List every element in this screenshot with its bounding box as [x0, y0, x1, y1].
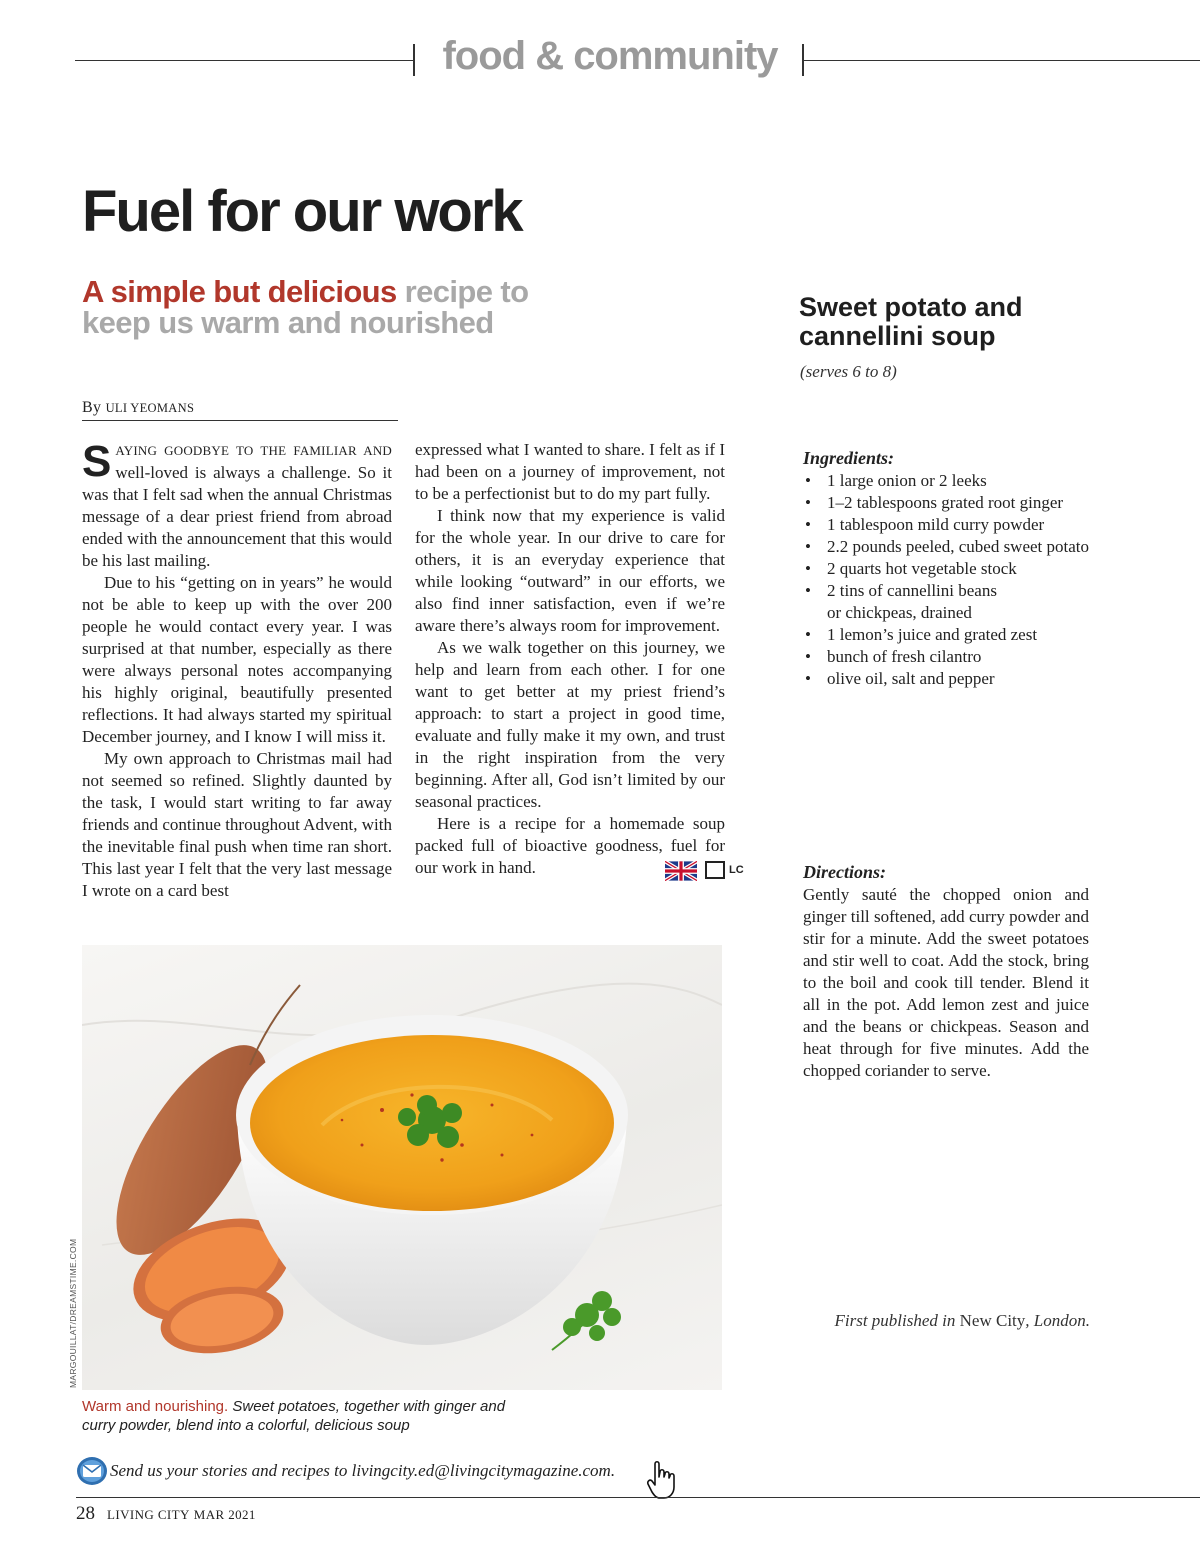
end-marks	[665, 861, 744, 881]
article-title: Fuel for our work	[82, 179, 522, 244]
published-in: First published in	[834, 1311, 956, 1330]
paragraph	[82, 439, 392, 572]
ingredient-item-continued: or chickpeas, drained	[827, 603, 972, 622]
paragraph-text: well-loved is always a challenge. So it was that I felt sad when the annual Christmas message of a dear priest friend from abroad ended with the announcement that this would be his last mailing.	[82, 463, 392, 570]
paragraph: Due to his “getting on in years” he would not be able to keep up with the over 200 people he would contact every year. I was surprised at that number, especially as there were always personal notes accompanying his highly original, beautifully presented reflections. It had always started my spiritual December journey, and I know I will miss it.	[82, 573, 392, 746]
byline-prefix: By	[82, 399, 102, 416]
header-rule-left	[75, 60, 414, 61]
paragraph: expressed what I wanted to share. I felt as if I had been on a journey of improvement, not to be a perfectionist but to do my part fully.	[415, 440, 725, 503]
issue-date: MAR 2021	[193, 1507, 256, 1522]
paragraph-text: Here is a recipe for a homemade soup packed full of bioactive goodness, fuel for our work in hand.	[415, 814, 725, 877]
ingredient-item: • bunch of fresh cilantro	[803, 646, 1143, 668]
uk-flag-icon	[665, 861, 697, 881]
paragraph: As we walk together on this journey, we help and learn from each other. I for one want to get better at my priest friend’s approach: to start a project in good time, evaluate and fully make it my own, and trust in the right inspiration from the very beginning. After all, God isn’t limited by our seasonal practices.	[415, 638, 725, 811]
paragraph: My own approach to Christmas mail had not seemed so refined. Slightly daunted by the task, I would start writing to far away friends and continue throughout Advent, with the inevitable final push when time ran short. This last year I felt that the very last message I wrote on a card best	[82, 749, 392, 900]
paragraph: I think now that my experience is valid for the whole year. In our drive to care for others, it is an everyday experience that while looking “outward” in our efforts, we also find inner satisfaction, even if we’re aware there’s always room for improvement.	[415, 506, 725, 635]
publication-city: , London.	[1025, 1311, 1090, 1330]
mail-icon[interactable]	[76, 1456, 108, 1486]
submission-note	[76, 1456, 615, 1486]
page-folio	[76, 1503, 256, 1525]
photo-caption	[82, 1397, 542, 1435]
directions-text: Gently sauté the chopped onion and ginger till softened, add curry powder and stir for a minute. Add the sweet potatoes and stir well to coat. Add the stock, bring to the boil and cook till tender. Blend it all in the pot. Add lemon zest and juice and the beans or chickpeas. Season and heat through for five minutes. Add the chopped coriander to serve.	[803, 885, 1089, 1080]
ingredient-item: • 1–2 tablespoons grated root ginger	[803, 492, 1143, 514]
soup-photo	[82, 945, 722, 1390]
page-number: 28	[76, 1503, 95, 1524]
ingredient-item: • 1 lemon’s juice and grated zest	[803, 624, 1143, 646]
ingredient-item: • 1 large onion or 2 leeks	[803, 470, 1143, 492]
ingredient-item: • 2 quarts hot vegetable stock	[803, 558, 1143, 580]
ingredient-item: • 1 tablespoon mild curry powder	[803, 514, 1143, 536]
submission-email-text[interactable]: Send us your stories and recipes to livingcity.ed@livingcitymagazine.com.	[110, 1461, 616, 1480]
recipe-title: Sweet potato and cannellini soup	[799, 292, 1023, 351]
byline-name: ULI YEOMANS	[105, 401, 195, 415]
article-column-1	[82, 439, 392, 902]
article-column-2	[415, 439, 744, 881]
deck-rest: recipe to keep us warm and nourished	[82, 274, 529, 340]
ingredient-item: • 2 tins of cannellini beans	[803, 580, 1143, 602]
magazine-name: LIVING CITY	[107, 1507, 190, 1522]
header-rule-right	[804, 60, 1200, 61]
caption-text: Sweet potatoes, together with ginger and curry powder, blend into a colorful, delicious soup	[82, 1398, 506, 1434]
lead-in-smallcaps: AYING GOODBYE TO THE FAMILIAR AND	[115, 443, 392, 458]
section-title: food & community	[442, 34, 778, 78]
deck-highlight: A simple but delicious	[82, 274, 397, 309]
lc-logo-icon: LC	[705, 861, 725, 879]
article-deck	[82, 276, 602, 338]
paragraph	[415, 813, 744, 879]
hand-cursor-icon	[646, 1460, 676, 1500]
ingredient-item: • 2.2 pounds peeled, cubed sweet potato	[803, 536, 1143, 558]
publication-name: New City	[959, 1311, 1026, 1330]
drop-cap: S	[82, 437, 112, 486]
caption-lead: Warm and nourishing.	[82, 1398, 229, 1415]
soup-illustration	[82, 945, 722, 1390]
ingredient-item: • olive oil, salt and pepper	[803, 668, 1143, 690]
ingredients-list	[803, 470, 1143, 690]
ingredients-heading: Ingredients:	[803, 448, 895, 468]
directions-heading: Directions:	[803, 862, 886, 882]
publication-credit	[819, 1311, 1090, 1331]
recipe-serves: (serves 6 to 8)	[800, 362, 897, 381]
byline	[82, 399, 398, 421]
header-tick-left	[413, 44, 415, 76]
footer-rule	[76, 1497, 1200, 1498]
photo-credit: MARGOUILLAT/DREAMSTIME.COM	[68, 1238, 78, 1388]
